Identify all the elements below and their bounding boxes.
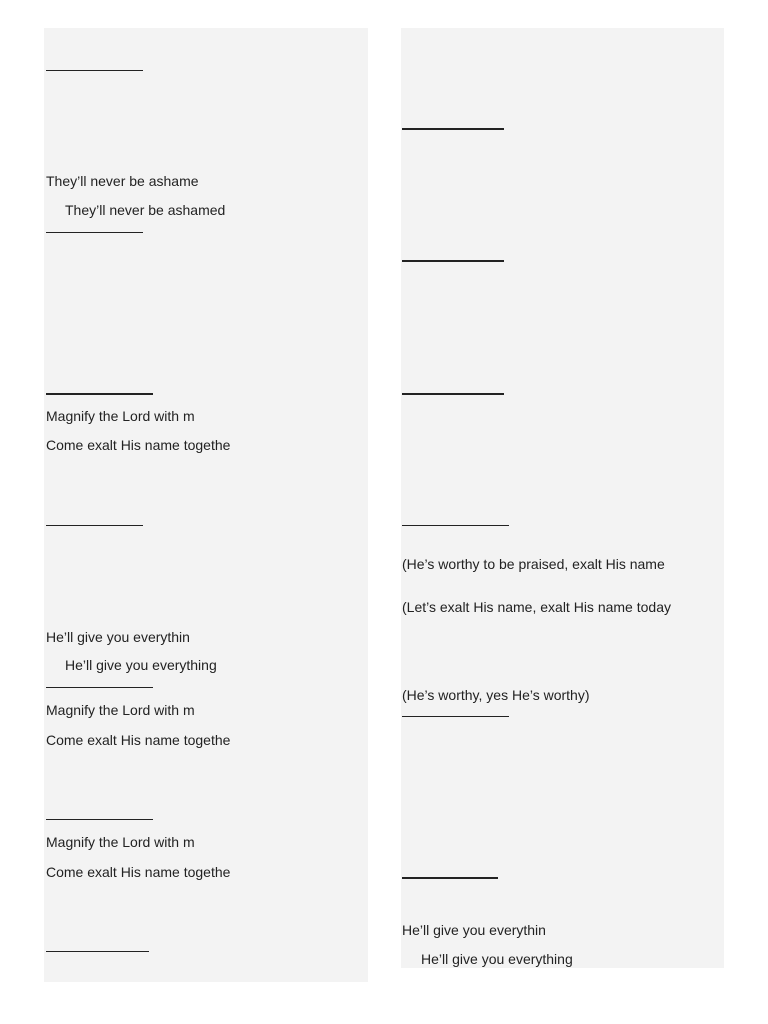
separator-line [46,525,143,526]
separator-line [402,525,509,526]
separator-line [46,951,149,952]
separator-line [402,716,509,717]
lyric-line-indented: He’ll give you everything [65,657,217,673]
separator-line [402,260,504,262]
lyric-line: Magnify the Lord with m [46,834,195,850]
lyric-line-indented: He’ll give you everything [421,951,573,967]
right-lyrics-panel [401,28,724,968]
separator-line [402,393,504,395]
lyric-line: They’ll never be ashame [46,173,199,189]
lyric-line: Come exalt His name togethe [46,732,231,748]
separator-line [46,687,153,688]
lyric-line: (He’s worthy to be praised, exalt His name [402,556,665,572]
separator-line [46,819,153,820]
lyric-line: Come exalt His name togethe [46,437,231,453]
separator-line [46,70,143,71]
lyric-line: Come exalt His name togethe [46,864,231,880]
separator-line [46,393,153,395]
lyric-line: He’ll give you everythin [46,629,190,645]
lyric-line-indented: They’ll never be ashamed [65,202,226,218]
separator-line [402,128,504,130]
lyric-line: (Let’s exalt His name, exalt His name today [402,599,671,615]
lyric-line: Magnify the Lord with m [46,408,195,424]
lyric-line: Magnify the Lord with m [46,702,195,718]
lyric-line: (He’s worthy, yes He’s worthy) [402,687,590,703]
separator-line [46,232,143,233]
lyric-line: He’ll give you everythin [402,922,546,938]
separator-line [402,877,498,879]
